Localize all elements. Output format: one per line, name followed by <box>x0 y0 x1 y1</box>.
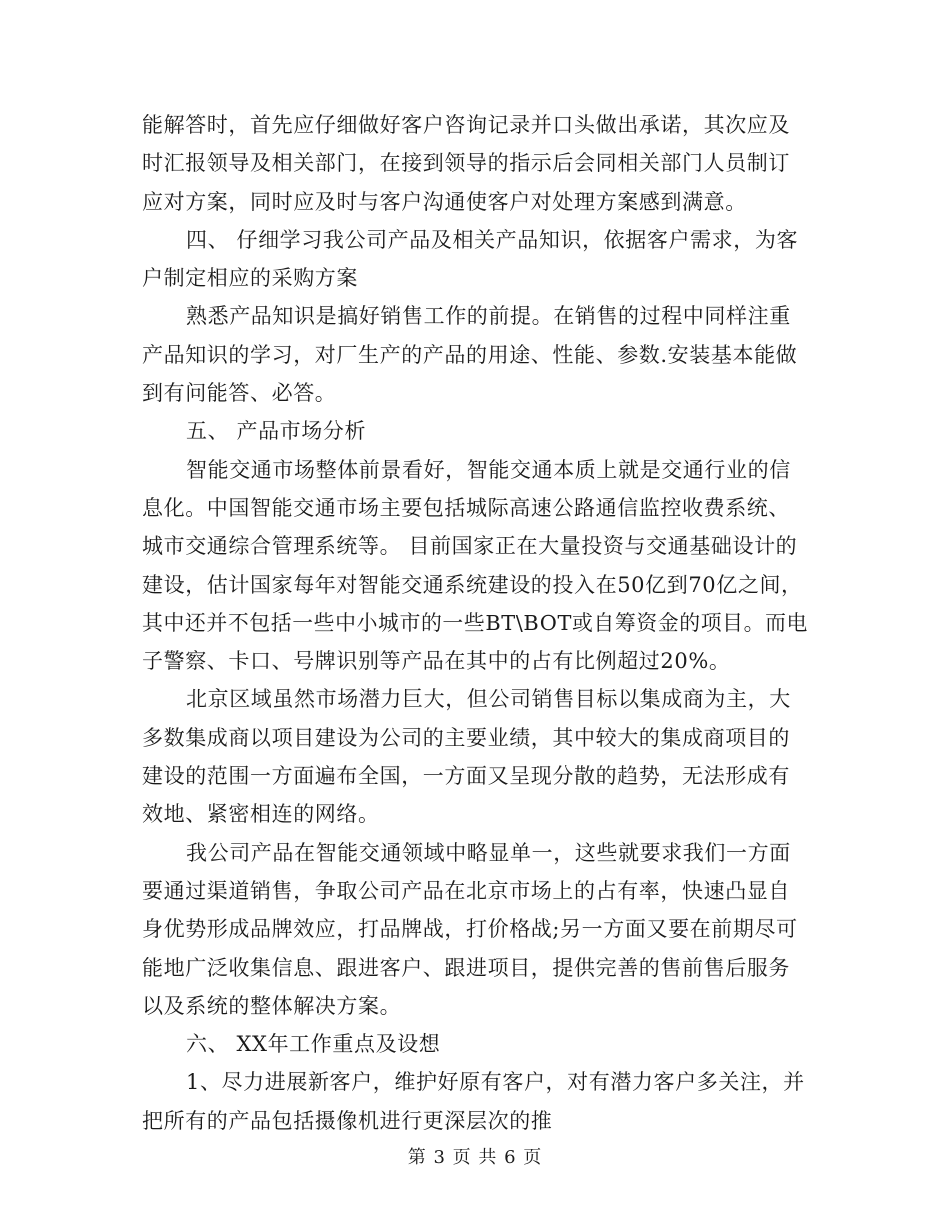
text-line: 四、 仔细学习我公司产品及相关产品知识，依据客户需求，为客 <box>186 227 799 252</box>
text-line: 户制定相应的采购方案 <box>142 266 358 291</box>
text-line: 效地、紧密相连的网络。 <box>142 802 380 827</box>
text-line: 到有问能答、必答。 <box>142 381 337 406</box>
text-line: 时汇报领导及相关部门，在接到领导的指示后会同相关部门人员制订 <box>142 151 790 176</box>
text-line: 能解答时，首先应仔细做好客户咨询记录并口头做出承诺，其次应及 <box>142 113 790 137</box>
text-line: 以及系统的整体解决方案。 <box>142 993 402 1018</box>
text-line: 1、尽力进展新客户，维护好原有客户，对有潜力客户多关注，并 <box>186 1070 805 1095</box>
text-line: 多数集成商以项目建设为公司的主要业绩，其中较大的集成商项目的 <box>142 725 790 750</box>
text-line: 建设，估计国家每年对智能交通系统建设的投入在50亿到70亿之间， <box>142 572 803 597</box>
text-line: 我公司产品在智能交通领域中略显单一，这些就要求我们一方面 <box>186 840 791 865</box>
text-line: 北京区域虽然市场潜力巨大，但公司销售目标以集成商为主，大 <box>186 687 791 712</box>
text-line: 产品知识的学习，对厂生产的产品的用途、性能、参数.安装基本能做 <box>142 342 798 367</box>
text-line: 建设的范围一方面遍布全国，一方面又呈现分散的趋势，无法形成有 <box>142 764 790 789</box>
text-line: 要通过渠道销售，争取公司产品在北京市场上的占有率，快速凸显自 <box>142 878 790 903</box>
text-line: 子警察、卡口、号牌识别等产品在其中的占有比例超过20%。 <box>142 649 731 674</box>
text-line: 其中还并不包括一些中小城市的一些BT\BOT或自筹资金的项目。而电 <box>142 610 809 635</box>
text-line: 身优势形成品牌效应，打品牌战，打价格战;另一方面又要在前期尽可 <box>142 917 798 942</box>
text-line: 息化。中国智能交通市场主要包括城际高速公路通信监控收费系统、 <box>142 495 790 520</box>
text-line: 城市交通综合管理系统等。 目前国家正在大量投资与交通基础设计的 <box>142 534 798 559</box>
body-text <box>142 106 808 1140</box>
text-line: 智能交通市场整体前景看好，智能交通本质上就是交通行业的信 <box>186 457 791 482</box>
text-line: 熟悉产品知识是搞好销售工作的前提。在销售的过程中同样注重 <box>186 304 791 329</box>
text-line: 五、 产品市场分析 <box>186 419 367 444</box>
text-line: 应对方案，同时应及时与客户沟通使客户对处理方案感到满意。 <box>142 189 747 214</box>
text-line: 能地广泛收集信息、跟进客户、跟进项目，提供完善的售前售后服务 <box>142 955 790 980</box>
page-footer: 第 3 页 共 6 页 <box>407 1147 543 1168</box>
text-line: 把所有的产品包括摄像机进行更深层次的推 <box>142 1108 553 1133</box>
text-line: 六、 XX年工作重点及设想 <box>186 1032 441 1057</box>
